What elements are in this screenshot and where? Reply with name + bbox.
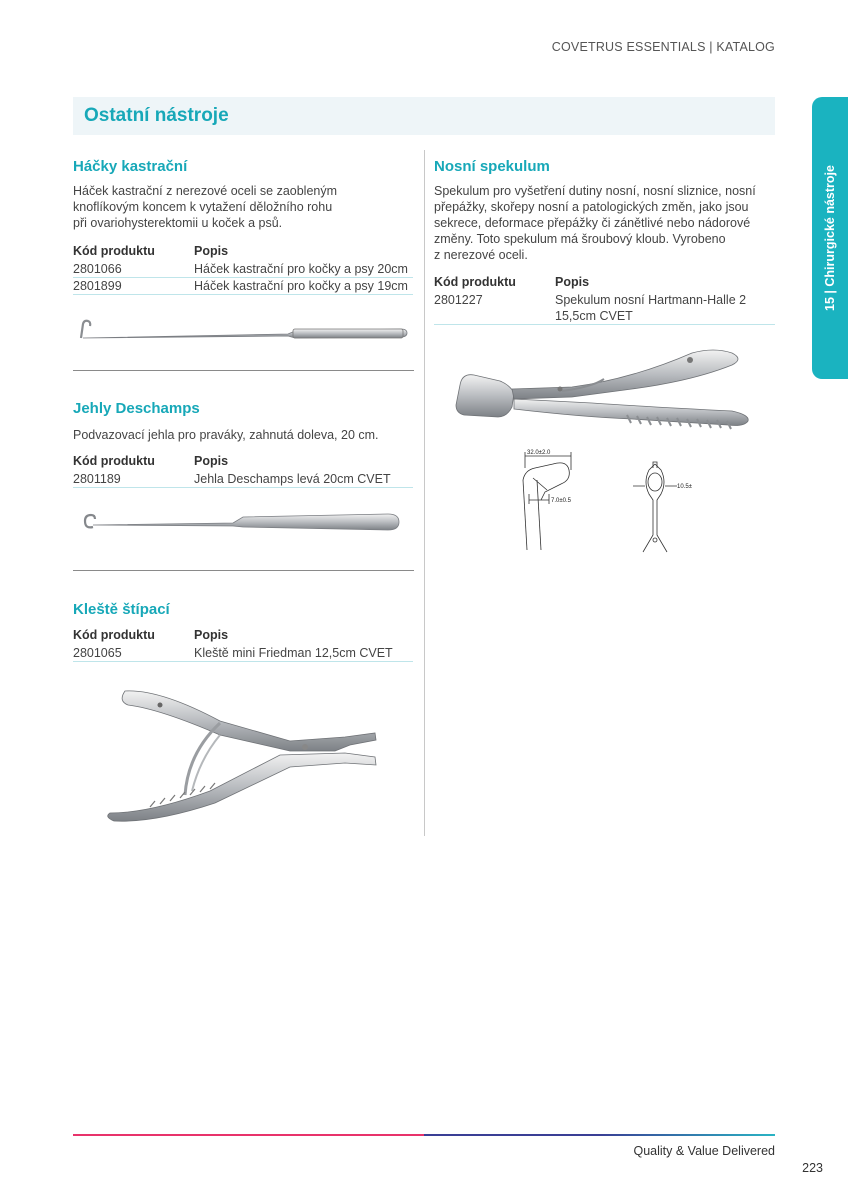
table-header — [73, 628, 413, 645]
desc-line: přepážky, skořepy nosní a patologických změn, jako jsou — [434, 200, 749, 214]
spay-hook-image — [73, 308, 413, 353]
table-row — [73, 261, 413, 278]
desc-line: sekrece, deformace přepážky či zánětlivé nebo nádorové — [434, 216, 751, 230]
col-header-code: Kód produktu — [73, 244, 155, 258]
table-row — [73, 278, 413, 295]
col-header-desc: Popis — [194, 244, 229, 258]
product-table-spekulum — [434, 275, 775, 325]
table-row — [73, 645, 413, 662]
col-header-desc: Popis — [555, 275, 590, 289]
col-header-desc: Popis — [194, 454, 229, 468]
section-separator — [73, 370, 414, 371]
desc-line: Spekulum pro vyšetření dutiny nosní, nosní sliznice, nosní — [434, 184, 756, 198]
table-row — [434, 292, 775, 325]
chapter-side-tab[interactable] — [812, 97, 848, 379]
rongeur-forceps-image — [100, 683, 390, 828]
footer-tagline: Quality & Value Delivered — [633, 1144, 775, 1158]
nasal-speculum-image — [452, 345, 757, 433]
desc-line: knoflíkovým koncem k vytažení děložního rohu — [73, 200, 333, 214]
table-row — [73, 471, 413, 488]
product-desc-jehly — [73, 427, 413, 443]
header-brand: COVETRUS ESSENTIALS | KATALOG — [551, 40, 775, 54]
col-header-code: Kód produktu — [73, 628, 155, 642]
product-table-hacky — [73, 244, 413, 295]
product-desc-hacky — [73, 183, 413, 231]
section-separator — [73, 570, 414, 571]
product-title-spekulum: Nosní spekulum — [434, 158, 550, 175]
product-code: 2801899 — [73, 279, 122, 293]
col-header-code: Kód produktu — [73, 454, 155, 468]
column-divider — [424, 150, 425, 836]
dimension-label: 10.5± — [677, 484, 692, 490]
product-desc: Háček kastrační pro kočky a psy 20cm — [194, 262, 408, 276]
desc-line: z nerezové oceli. — [434, 248, 528, 262]
page-number: 223 — [802, 1161, 823, 1175]
product-title-klestie: Kleště štípací — [73, 601, 170, 618]
table-header — [73, 454, 413, 471]
desc-line: Podvazovací jehla pro praváky, zahnutá doleva, 20 cm. — [73, 428, 379, 442]
footer-rule — [73, 1134, 775, 1136]
dimension-label: 32.0±2.0 — [527, 450, 551, 456]
desc-line: Háček kastrační z nerezové oceli se zaobleným — [73, 184, 338, 198]
product-desc: Kleště mini Friedman 12,5cm CVET — [194, 646, 393, 660]
product-code: 2801065 — [73, 646, 122, 660]
product-code: 2801066 — [73, 262, 122, 276]
product-desc — [555, 292, 775, 324]
product-title-hacky: Háčky kastrační — [73, 158, 188, 175]
speculum-technical-drawing — [505, 440, 715, 555]
dimension-label: 7.0±0.5 — [551, 498, 571, 504]
deschamps-needle-image — [73, 505, 413, 545]
product-table-jehly — [73, 454, 413, 488]
col-header-code: Kód produktu — [434, 275, 516, 289]
product-desc-spekulum — [434, 183, 779, 263]
desc-line: změny. Toto spekulum má šroubový kloub. Vyrobeno — [434, 232, 726, 246]
product-desc-line: Spekulum nosní Hartmann-Halle 2 — [555, 293, 747, 307]
table-header — [73, 244, 413, 261]
product-desc: Háček kastrační pro kočky a psy 19cm — [194, 279, 408, 293]
col-header-desc: Popis — [194, 628, 229, 642]
product-title-jehly: Jehly Deschamps — [73, 400, 200, 417]
chapter-side-tab-label: 15 | Chirurgické nástroje — [823, 165, 837, 311]
product-desc-line: 15,5cm CVET — [555, 309, 633, 323]
section-bar — [73, 97, 775, 135]
product-code: 2801227 — [434, 293, 483, 307]
table-header — [434, 275, 775, 292]
product-desc: Jehla Deschamps levá 20cm CVET — [194, 472, 391, 486]
desc-line: při ovariohysterektomii u koček a psů. — [73, 216, 283, 230]
product-code: 2801189 — [73, 472, 121, 486]
section-title: Ostatní nástroje — [84, 105, 229, 126]
product-table-klestie — [73, 628, 413, 662]
